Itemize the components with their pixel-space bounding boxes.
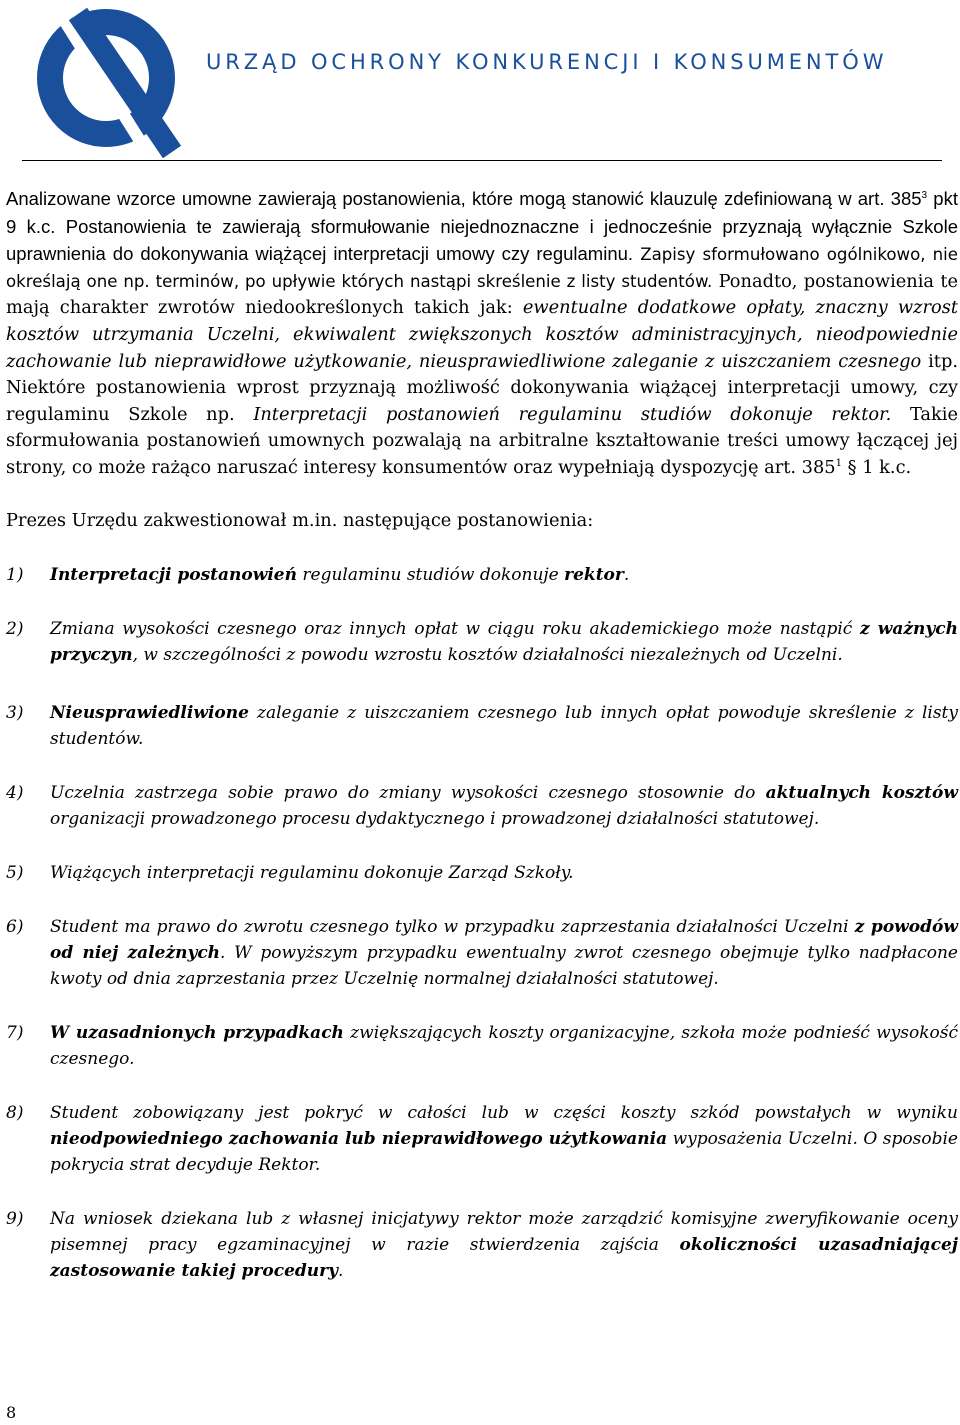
text-run: Interpretacji postanowień regulaminu studiów dokonuje rektor. (253, 403, 892, 425)
provision-item (6, 860, 958, 886)
text-run: Interpretacji postanowień (50, 564, 297, 585)
text-run: z powodów od niej zależnych (50, 916, 958, 963)
provision-number: 9) (6, 1208, 24, 1229)
text-run: Postanowienia te zawierają sformułowanie niejednoznaczne i jednocześnie przyznają wyłącznie Szkole uprawnienia do dokonywania wiążącej interpretacji umowy czy regulaminu. (6, 215, 958, 265)
provision-number: 6) (6, 916, 24, 937)
text-run: organizacji prowadzonego procesu dydaktycznego i prowadzonej działalności statutowej. (50, 808, 820, 829)
provision-number: 8) (6, 1102, 24, 1123)
text-run: . (623, 564, 630, 585)
text-run: Wiążących interpretacji regulaminu dokonuje Zarząd Szkoły. (50, 862, 574, 883)
text-run: Zmiana wysokości czesnego oraz innych opłat w ciągu roku akademickiego może nastąpić (50, 618, 860, 639)
text-run: wyposażenia Uczelni. O sposobie pokrycia strat decyduje Rektor. (50, 1128, 958, 1175)
provision-text (50, 1020, 958, 1072)
provision-text (50, 1100, 958, 1178)
provision-item (6, 1206, 958, 1284)
provision-text (50, 780, 958, 832)
provision-text (50, 562, 958, 588)
provision-item (6, 914, 958, 992)
text-run: rektor (564, 564, 624, 585)
provision-item (6, 1100, 958, 1178)
provision-number: 4) (6, 782, 24, 803)
page-number: 8 (6, 1403, 17, 1422)
provision-item (6, 700, 958, 752)
header-divider (22, 160, 942, 161)
text-run: W uzasadnionych przypadkach (50, 1022, 344, 1043)
text-run: . (337, 1260, 344, 1281)
text-run: Nieusprawiedliwione (50, 702, 249, 723)
provision-text (50, 914, 958, 992)
superscript: 3 (921, 189, 928, 201)
text-run: Na wniosek dziekana lub z własnej inicjatywy rektor może zarządzić komisyjne zweryfikowanie oceny pisemnej pracy egzaminacyjnej w razie stwierdzenia zajścia (50, 1208, 958, 1255)
provision-text (50, 1206, 958, 1284)
text-run: z ważnych przyczyn (50, 618, 958, 665)
provision-number: 1) (6, 564, 24, 585)
text-run: Uczelnia zastrzega sobie prawo do zmiany wysokości czesnego stosownie do (50, 782, 766, 803)
text-run: Ponadto, postanowienia te mają charakter zwrotów niedookreślonych takich jak: (6, 270, 958, 319)
uokik-logo (22, 4, 202, 164)
provision-number: 7) (6, 1022, 24, 1043)
provision-item (6, 1020, 958, 1072)
provisions-list (6, 562, 958, 1284)
text-run: zwiększających koszty organizacyjne, szkoła może podnieść wysokość czesnego. (50, 1022, 958, 1069)
text-run: Analizowane wzorce umowne zawierają postanowienia, które mogą stanowić klauzulę zdefiniowaną w art. 385 (6, 188, 922, 209)
text-run: regulaminu studiów dokonuje (296, 564, 565, 585)
intro-text: Prezes Urzędu zakwestionował m.in. następujące postanowienia: (6, 509, 594, 531)
text-run: Zapisy sformułowano ogólnikowo, nie określają one np. terminów, po upływie których nastąpi skreślenie z listy studentów. (6, 245, 959, 291)
provision-text (50, 616, 958, 668)
paragraph-serif-part (6, 271, 958, 478)
provision-number: 3) (6, 702, 24, 723)
text-run: okoliczności uzasadniającej zastosowanie takiej procedury (50, 1234, 958, 1281)
provision-item (6, 562, 958, 588)
text-run: § 1 k.c. (842, 456, 912, 478)
provision-item (6, 616, 958, 668)
provision-number: 2) (6, 618, 24, 639)
text-run: Student ma prawo do zwrotu czesnego tylko w przypadku zaprzestania działalności Uczelni (50, 916, 855, 937)
text-run: , w szczególności z powodu wzrostu kosztów działalności niezależnych od Uczelni. (132, 644, 843, 665)
text-run: Student zobowiązany jest pokryć w całości lub w części koszty szkód powstałych w wyniku (50, 1102, 958, 1123)
text-run: ewentualne dodatkowe opłaty, znaczny wzrost kosztów utrzymania Uczelni, ekwiwalent zwiększonych kosztów administracyjnych, nieodpowiednie zachowanie lub nieprawidłowe użytkowanie, nieusprawiedliwione zaleganie z uiszczaniem czesnego (6, 297, 958, 372)
text-run: . W powyższym przypadku ewentualny zwrot czesnego obejmuje tylko nadpłacone kwoty od dnia zaprzestania przez Uczelnię normalnej działalności statutowej. (50, 942, 958, 989)
text-run: Takie sformułowania postanowień umownych pozwalają na arbitralne kształtowanie treści umowy łączącej jej strony, co może rażąco naruszać interesy konsumentów oraz wypełniają dyspozycję art. 385 (6, 403, 959, 478)
document-body (6, 186, 958, 1284)
text-run: nieodpowiedniego zachowania lub nieprawidłowego użytkowania (50, 1128, 668, 1149)
text-run: aktualnych kosztów (765, 782, 959, 803)
superscript: 1 (835, 458, 842, 470)
text-run: zaleganie z uiszczaniem czesnego lub innych opłat powoduje skreślenie z listy studentów. (50, 702, 958, 749)
provision-text (50, 860, 958, 886)
provision-text (50, 700, 958, 752)
text-run: itp. Niektóre postanowienia wprost przyznają możliwość dokonywania wiążącej interpretacji umowy, czy regulaminu Szkole np. (6, 350, 958, 425)
text-run: pkt 9 k.c. (6, 188, 958, 237)
provision-item (6, 780, 958, 832)
provision-number: 5) (6, 862, 24, 883)
org-name: URZĄD OCHRONY KONKURENCJI I KONSUMENTÓW (206, 50, 888, 74)
paragraph-analysis (6, 186, 958, 482)
